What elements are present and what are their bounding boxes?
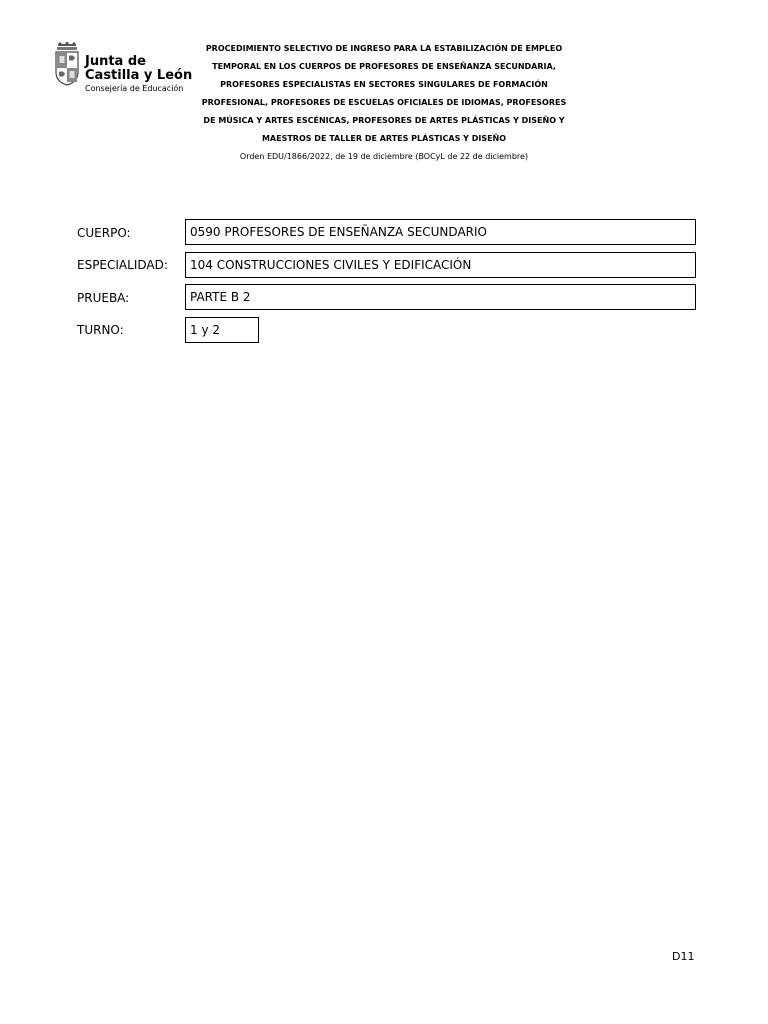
header-line: MAESTROS DE TALLER DE ARTES PLÁSTICAS Y DISEÑO bbox=[261, 134, 507, 143]
header-line: DE MÚSICA Y ARTES ESCÉNICAS, PROFESORES DE ARTES PLÁSTICAS Y DISEÑO Y bbox=[203, 116, 565, 125]
coat-of-arms-icon bbox=[52, 42, 82, 92]
especialidad-label: ESPECIALIDAD: bbox=[77, 258, 168, 272]
page-code: D11 bbox=[672, 950, 695, 963]
junta-logo bbox=[52, 42, 193, 98]
header-line: PROFESIONAL, PROFESORES DE ESCUELAS OFICIALES DE IDIOMAS, PROFESORES bbox=[201, 98, 567, 107]
prueba-value-box: PARTE B 2 bbox=[185, 284, 696, 310]
especialidad-value-box: 104 CONSTRUCCIONES CIVILES Y EDIFICACIÓN bbox=[185, 252, 696, 278]
header-line: PROFESORES ESPECIALISTAS EN SECTORES SINGULARES DE FORMACIÓN bbox=[220, 80, 548, 89]
header-line: TEMPORAL EN LOS CUERPOS DE PROFESORES DE ENSEÑANZA SECUNDARIA, bbox=[212, 62, 556, 71]
document-header bbox=[200, 40, 568, 166]
order-reference: Orden EDU/1866/2022, de 19 de diciembre (BOCyL de 22 de diciembre) bbox=[239, 152, 529, 161]
cuerpo-label: CUERPO: bbox=[77, 226, 131, 240]
logo-text-consejeria: Consejería de Educación bbox=[85, 84, 184, 93]
turno-value-box: 1 y 2 bbox=[185, 317, 259, 343]
prueba-label: PRUEBA: bbox=[77, 291, 130, 305]
turno-label: TURNO: bbox=[77, 323, 124, 337]
logo-text-junta: Junta de bbox=[85, 54, 146, 69]
header-line: PROCEDIMIENTO SELECTIVO DE INGRESO PARA LA ESTABILIZACIÓN DE EMPLEO bbox=[205, 44, 563, 53]
logo-text-region: Castilla y León bbox=[85, 68, 193, 83]
cuerpo-value-box: 0590 PROFESORES DE ENSEÑANZA SECUNDARIO bbox=[185, 219, 696, 245]
